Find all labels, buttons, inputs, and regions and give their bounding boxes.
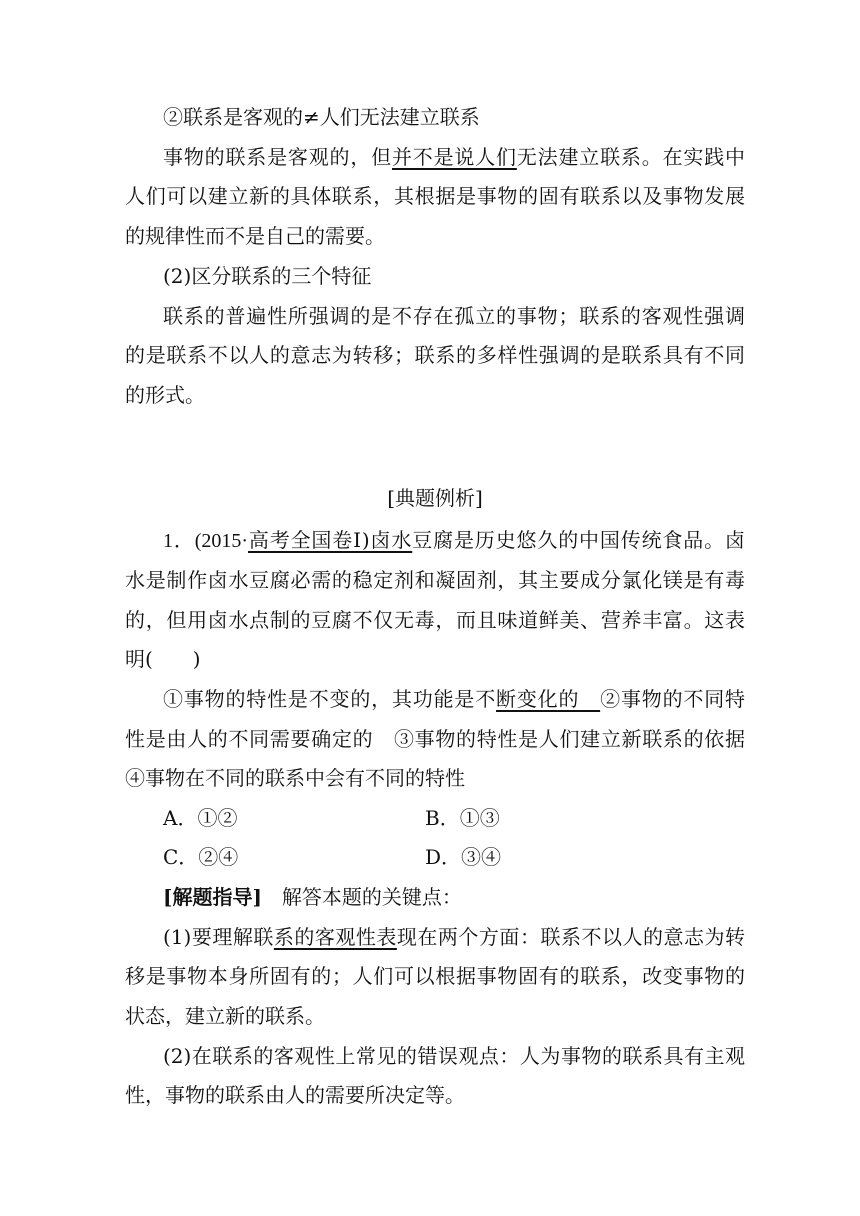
option-a[interactable]: A．①②	[163, 806, 238, 830]
question-number: 1．	[163, 530, 195, 552]
guide-point-1-line-3: 状态，建立新的联系。	[125, 1004, 325, 1028]
option-b[interactable]: B．①③	[425, 806, 500, 830]
option-c[interactable]: C．②④	[163, 845, 239, 869]
guide-point-2-line-1: (2)在联系的客观性上常见的错误观点：人为事物的联系具有主观	[163, 1044, 745, 1068]
guide-point-1-line-2: 移是事物本身所固有的；人们可以根据事物固有的联系，改变事物的	[125, 964, 745, 988]
underlined-phrase: 断变化的	[496, 687, 601, 711]
question-source: 高考全国卷Ⅰ)卤水	[248, 528, 413, 552]
paragraph-2-line-3: 的形式。	[125, 383, 205, 407]
statements-line-2: 性是由人的不同需要确定的 ③事物的特性是人们建立新联系的依据	[125, 727, 745, 751]
example-heading: [典题例析]	[387, 486, 483, 510]
options-row-2	[163, 843, 745, 871]
paragraph-1-line-2: 人们可以建立新的具体联系，其根据是事物的固有联系以及事物发展	[125, 184, 745, 208]
option-d[interactable]: D．③④	[425, 845, 502, 869]
question-line-2: 水是制作卤水豆腐必需的稳定剂和凝固剂，其主要成分氯化镁是有毒	[125, 568, 745, 592]
guide-tag: [解题指导]	[163, 885, 262, 909]
guide-line: [解题指导] 解答本题的关键点：	[163, 885, 462, 909]
guide-point-2-line-2: 性，事物的联系由人的需要所决定等。	[125, 1083, 465, 1107]
statements-line-1: ①事物的特性是不变的，其功能是不断变化的 ②事物的不同特	[163, 687, 746, 711]
subsection-2-title: (2)区分联系的三个特征	[163, 264, 372, 288]
options-row-1	[163, 804, 745, 832]
statements-line-3: ④事物在不同的联系中会有不同的特性	[125, 766, 465, 790]
paragraph-2-line-2: 的是联系不以人的意志为转移；联系的多样性强调的是联系具有不同	[125, 343, 745, 367]
paragraph-2-line-1: 联系的普遍性所强调的是不存在孤立的事物；联系的客观性强调	[163, 304, 745, 328]
paragraph-1-line-1: 事物的联系是客观的，但并不是说人们无法建立联系。在实践中	[163, 145, 746, 169]
question-line-1: 1．(2015·高考全国卷Ⅰ)卤水豆腐是历史悠久的中国传统食品。卤	[163, 528, 746, 552]
point-2-title: ②联系是客观的≠人们无法建立联系	[163, 105, 480, 129]
guide-point-1-line-1: (1)要理解联系的客观性表现在两个方面：联系不以人的意志为转	[163, 925, 745, 949]
question-line-3: 的，但用卤水点制的豆腐不仅无毒，而且味道鲜美、营养丰富。这表	[125, 608, 745, 632]
question-line-4: 明( )	[125, 647, 201, 671]
paragraph-1-line-3: 的规律性而不是自己的需要。	[125, 224, 385, 248]
underlined-phrase: 并不是说人们	[391, 145, 517, 169]
underlined-phrase: 系的客观性表	[273, 925, 397, 949]
